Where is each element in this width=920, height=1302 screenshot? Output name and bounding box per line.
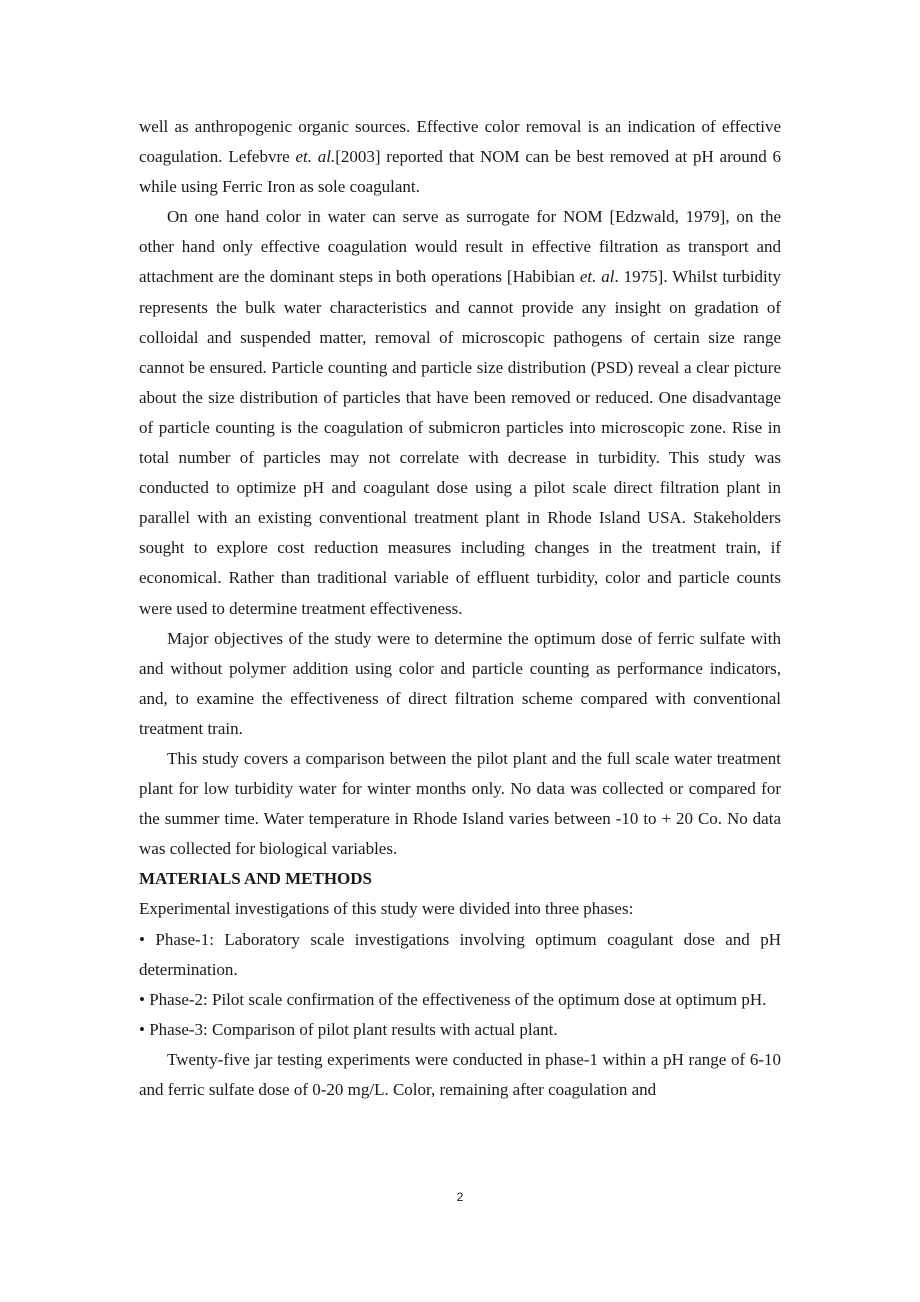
bullet-item: • Phase-3: Comparison of pilot plant results with actual plant. — [139, 1019, 558, 1039]
paragraph-4: This study covers a comparison between the pilot plant and the full scale water treatment plant for low turbidity water for winter months only. No data was collected or compared for the summer time. Water temperature in Rhode Island varies between -10 to + 20 Co. No data was collected for biological variables. — [139, 748, 781, 859]
italic-citation: et. al — [579, 267, 615, 287]
section-heading: MATERIALS AND METHODS — [139, 869, 372, 889]
bullet-item: • Phase-1: Laboratory scale investigations involving optimum coagulant dose and pH determination. — [139, 929, 781, 979]
text-run: well as anthropogenic organic sources. Effective color removal is an indication of effective coagulation. Lefebvre — [139, 117, 781, 167]
italic-citation: et. al. — [295, 147, 336, 167]
document-body — [139, 112, 781, 1105]
text-run: . 1975]. Whilst turbidity represents the bulk water characteristics and cannot provide any insight on gradation of colloidal and suspended matter, removal of microscopic pathogens of certain size range cannot be ensured. Particle counting and particle size distribution (PSD) reveal a clear picture about the size distribution of particles that have been removed or reduced. One disadvantage of particle counting is the coagulation of submicron particles into microscopic zone. Rise in total number of particles may not correlate with decrease in turbidity. This study was conducted to optimize pH and coagulant dose using a pilot scale direct filtration plant in parallel with an existing conventional treatment plant in Rhode Island USA. Stakeholders sought to explore cost reduction measures including changes in the treatment train, if economical. Rather than traditional variable of effluent turbidity, color and particle counts were used to determine treatment effectiveness. — [139, 267, 781, 618]
paragraph-1 — [139, 112, 781, 202]
text-run: [2003] reported that NOM can be best removed at pH around 6 while using Ferric Iron as sole coagulant. — [139, 147, 781, 197]
paragraph-3: Major objectives of the study were to determine the optimum dose of ferric sulfate with and without polymer addition using color and particle counting as performance indicators, and, to examine the effectiveness of direct filtration scheme compared with conventional treatment train. — [139, 628, 781, 738]
paragraph-5: Twenty-five jar testing experiments were conducted in phase-1 within a pH range of 6-10 and ferric sulfate dose of 0-20 mg/L. Color, remaining after coagulation and — [139, 1049, 781, 1099]
text-run: On one hand color in water can serve as surrogate for NOM [Edzwald, 1979], on the other hand only effective coagulation would result in effective filtration as transport and attachment are the dominant steps in both operations [Habibian — [139, 207, 781, 287]
bullet-item: • Phase-2: Pilot scale confirmation of the effectiveness of the optimum dose at optimum pH. — [139, 989, 767, 1009]
paragraph-2 — [139, 202, 781, 623]
section-intro: Experimental investigations of this study were divided into three phases: — [139, 899, 634, 919]
page-number: 2 — [456, 1190, 464, 1204]
